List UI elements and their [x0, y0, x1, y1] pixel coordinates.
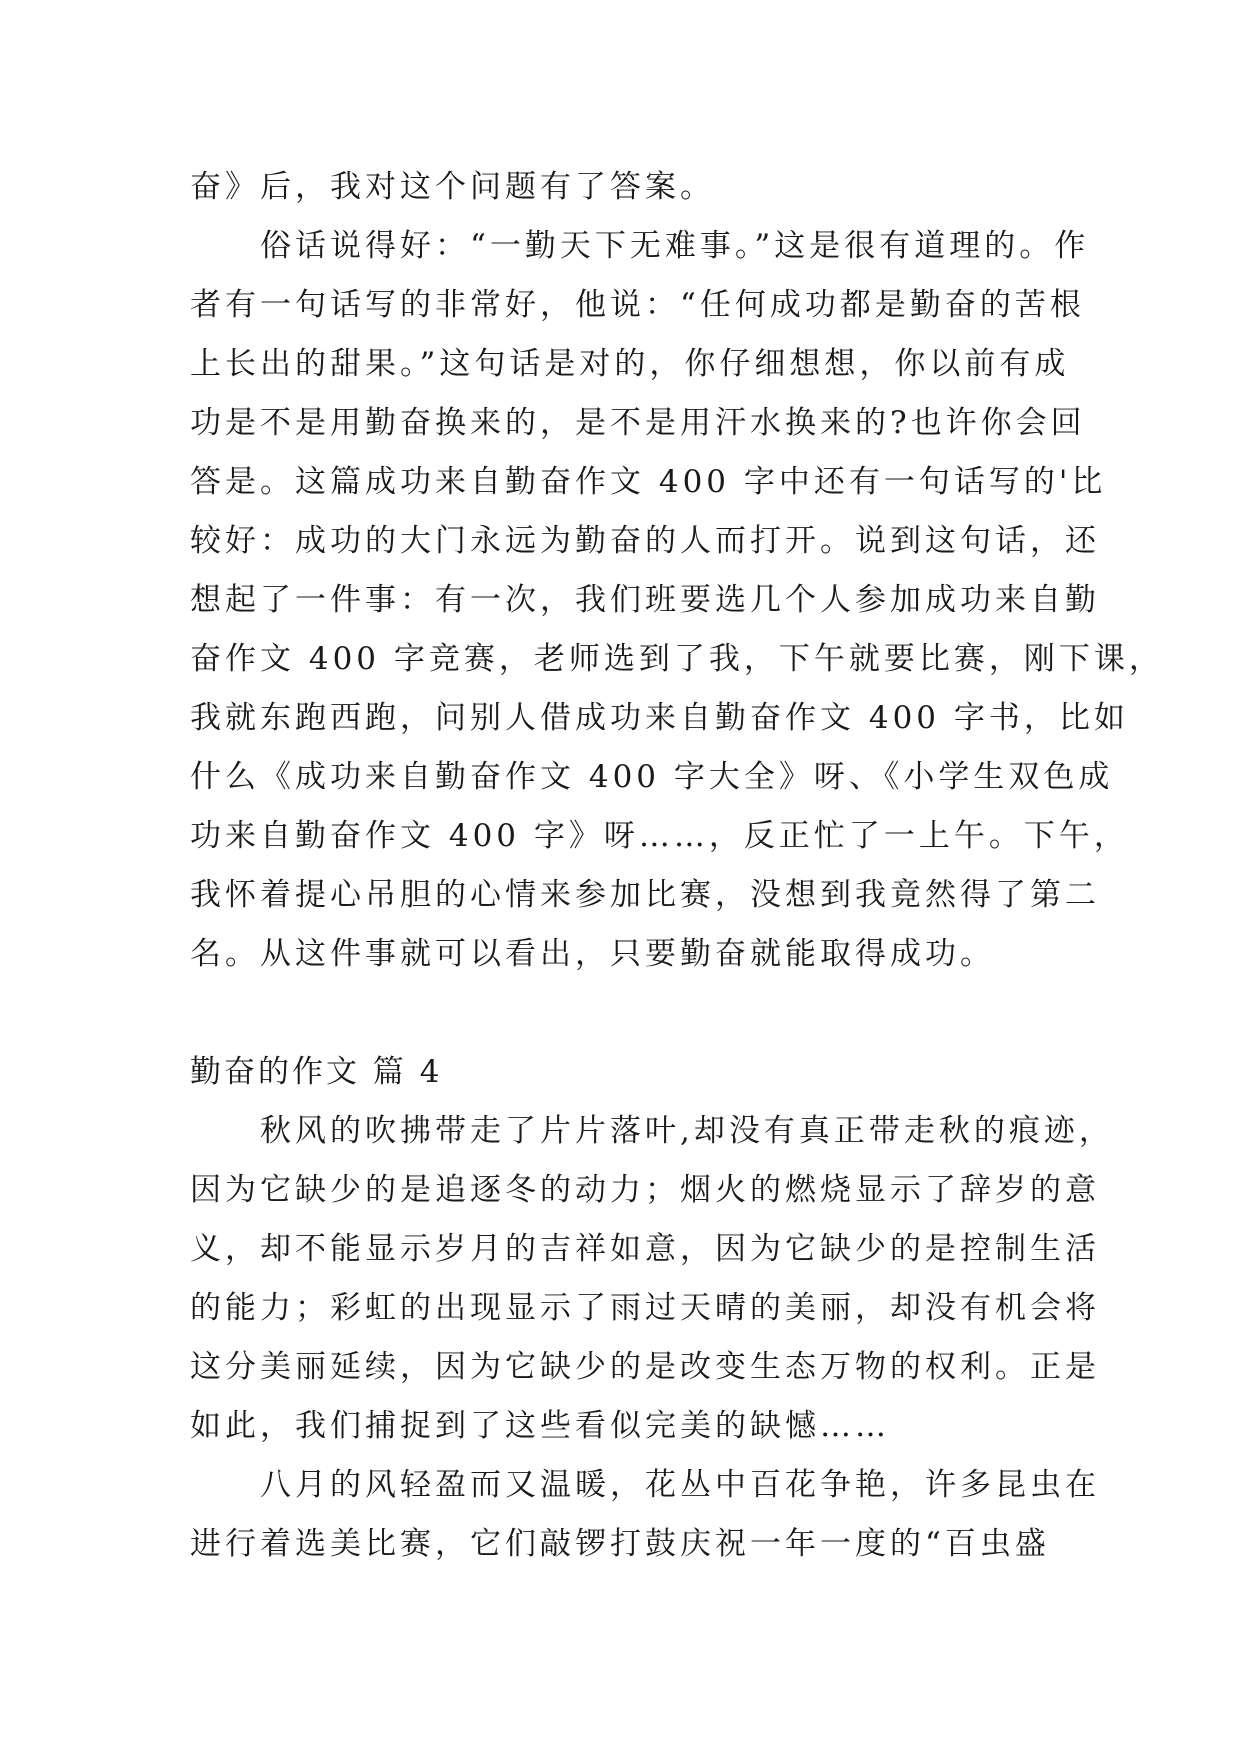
paragraph-3 — [190, 1456, 1100, 1574]
text-line: 什么《成功来自勤奋作文 400 字大全》呀、《小学生双色成 — [190, 759, 1114, 795]
text-line: 进行着选美比赛，它们敲锣打鼓庆祝一年一度的“百虫盛 — [190, 1526, 1050, 1562]
text-line: 较好：成功的大门永远为勤奋的人而打开。说到这句话，还 — [190, 523, 1100, 559]
document-body — [190, 158, 1164, 1574]
text-line: 八月的风轻盈而又温暖，花丛中百花争艳，许多昆虫在 — [260, 1467, 1100, 1503]
text-line: 我就东跑西跑，问别人借成功来自勤奋作文 400 字书，比如 — [190, 700, 1129, 736]
section-heading: 勤奋的作文 篇 4 — [190, 1054, 443, 1090]
text-line: 如此，我们捕捉到了这些看似完美的缺憾…… — [190, 1408, 890, 1444]
text-line: 因为它缺少的是追逐冬的动力；烟火的燃烧显示了辞岁的意 — [190, 1172, 1100, 1208]
text-line: 这分美丽延续，因为它缺少的是改变生态万物的权利。正是 — [190, 1349, 1100, 1385]
text-line: 奋作文 400 字竞赛，老师选到了我，下午就要比赛，刚下课， — [190, 641, 1164, 677]
text-line: 的能力；彩虹的出现显示了雨过天晴的美丽，却没有机会将 — [190, 1290, 1100, 1326]
intro-line — [190, 158, 1052, 217]
text-line: 答是。这篇成功来自勤奋作文 400 字中还有一句话写的'比 — [190, 464, 1107, 500]
text-line: 我怀着提心吊胆的心情来参加比赛，没想到我竟然得了第二 — [190, 877, 1100, 913]
text-line: 功来自勤奋作文 400 字》呀……，反正忙了一上午。下午， — [190, 818, 1129, 854]
text-line: 义，却不能显示岁月的吉祥如意，因为它缺少的是控制生活 — [190, 1231, 1100, 1267]
text-line: 者有一句话写的非常好，他说：“任何成功都是勤奋的苦根 — [190, 287, 1085, 323]
paragraph-2 — [190, 1102, 1114, 1456]
text-line: 秋风的吹拂带走了片片落叶,却没有真正带走秋的痕迹， — [260, 1113, 1114, 1149]
text-line: 功是不是用勤奋换来的，是不是用汗水换来的?也许你会回 — [190, 405, 1086, 441]
paragraph-1 — [190, 217, 1164, 984]
text-line: 想起了一件事：有一次，我们班要选几个人参加成功来自勤 — [190, 582, 1100, 618]
text-line: 俗话说得好：“一勤天下无难事。”这是很有道理的。作 — [260, 228, 1090, 264]
text-line: 奋》后，我对这个问题有了答案。 — [190, 169, 715, 205]
text-line: 上长出的甜果。”这句话是对的，你仔细想想，你以前有成 — [190, 346, 1070, 382]
text-line: 名。从这件事就可以看出，只要勤奋就能取得成功。 — [190, 936, 995, 972]
